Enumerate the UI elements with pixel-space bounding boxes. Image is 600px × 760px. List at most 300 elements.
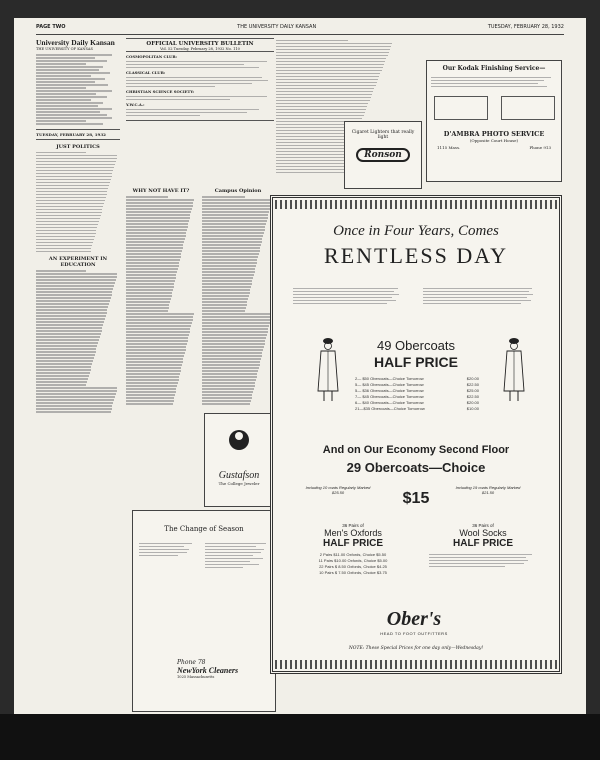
text-line (126, 211, 191, 213)
text-line (36, 248, 91, 250)
text-line (276, 73, 380, 75)
text-line (202, 364, 260, 366)
text-line (202, 286, 251, 288)
text-line (36, 167, 114, 169)
text-line (126, 205, 193, 207)
text-line (126, 232, 186, 234)
text-line (36, 318, 105, 320)
text-line (202, 397, 252, 399)
text-line (126, 355, 184, 357)
text-line (202, 259, 257, 261)
text-line (36, 209, 102, 211)
coat-row-price: $22.50 (466, 394, 479, 399)
text-line (36, 158, 117, 160)
text-line (202, 238, 262, 240)
text-line (276, 55, 388, 57)
obers-store-name: Ober's (386, 608, 442, 630)
text-line (126, 367, 181, 369)
text-line (36, 182, 110, 184)
text-line (36, 327, 102, 329)
text-line (36, 185, 109, 187)
text-line (202, 373, 257, 375)
text-line (202, 217, 268, 219)
text-line (126, 220, 189, 222)
text-line (202, 394, 252, 396)
text-line (36, 387, 117, 389)
text-line (36, 372, 90, 374)
text-line (276, 109, 366, 111)
text-line (202, 235, 263, 237)
text-line (202, 355, 262, 357)
text-line (126, 337, 188, 339)
text-line (126, 403, 173, 405)
text-line (276, 79, 378, 81)
socks-half-price: HALF PRICE (453, 538, 513, 549)
text-line (36, 194, 107, 196)
text-line (126, 352, 185, 354)
socks-title: Wool Socks (459, 528, 507, 538)
text-line (202, 316, 271, 318)
text-line (202, 361, 260, 363)
text-line (36, 288, 113, 290)
text-line (36, 411, 111, 413)
second-floor-offer: 29 Obercoats—Choice (346, 460, 486, 475)
text-line (202, 274, 254, 276)
text-line (276, 115, 364, 117)
text-line (202, 319, 270, 321)
text-line (126, 349, 186, 351)
text-line (36, 384, 86, 386)
change-of-season-title: The Change of Season (164, 525, 244, 533)
text-line (202, 199, 272, 201)
text-line (36, 375, 89, 377)
text-line (276, 70, 382, 72)
text-line (126, 343, 187, 345)
text-line (36, 297, 111, 299)
text-line (202, 304, 247, 306)
masthead-title: University Daily Kansan (36, 38, 115, 47)
text-line (202, 337, 266, 339)
text-line (36, 339, 99, 341)
text-line (36, 173, 112, 175)
text-line (202, 247, 260, 249)
masthead-subtitle: THE UNIVERSITY OF KANSAS (36, 47, 93, 51)
text-line (202, 289, 250, 291)
text-line (202, 370, 258, 372)
text-line (202, 385, 255, 387)
text-line (36, 363, 92, 365)
text-line (36, 221, 99, 223)
kodak-phone: Phone 913 (529, 144, 551, 150)
text-line (126, 313, 194, 315)
text-line (202, 352, 262, 354)
text-line (276, 85, 376, 87)
text-line (202, 280, 252, 282)
text-line (36, 164, 115, 166)
text-line (36, 348, 96, 350)
text-line (126, 310, 168, 312)
politics-title: JUST POLITICS (56, 143, 100, 150)
text-line (126, 358, 183, 360)
text-line (202, 403, 250, 405)
text-line (276, 103, 368, 105)
gustafson-ad (204, 413, 274, 507)
text-line (202, 328, 268, 330)
coat-row-label: 7— $45 Obercoats—Choice Tomorrow (355, 394, 424, 399)
coat-row-price: $22.50 (466, 382, 479, 387)
text-line (126, 394, 175, 396)
text-line (36, 215, 101, 217)
text-line (202, 265, 256, 267)
text-line (202, 244, 261, 246)
text-line (126, 238, 185, 240)
text-line (202, 211, 269, 213)
text-line (202, 343, 265, 345)
text-line (126, 244, 183, 246)
coat-row-label: 21—$35 Obercoats—Choice Tomorrow (355, 406, 425, 411)
cigaret-brand: Ronson (356, 148, 410, 162)
text-line (126, 391, 176, 393)
coat-row-label: 5— $45 Obercoats—Choice Tomorrow (355, 382, 424, 387)
text-line (36, 251, 91, 253)
text-line (36, 342, 98, 344)
text-line (36, 212, 102, 214)
text-line (276, 142, 353, 144)
text-line (126, 256, 181, 258)
text-line (276, 151, 349, 153)
half-price-label: HALF PRICE (374, 354, 458, 370)
text-line (202, 310, 245, 312)
text-line (276, 91, 373, 93)
text-line (202, 229, 265, 231)
text-line (202, 232, 264, 234)
text-line (36, 294, 112, 296)
cleaners-phone: Phone 78 (177, 659, 206, 666)
text-line (36, 369, 91, 371)
left-note: Including 10 coats Regularly Marked $25.50 (305, 485, 371, 495)
text-line (126, 364, 182, 366)
text-line (36, 224, 98, 226)
text-line (36, 233, 96, 235)
text-line (126, 385, 177, 387)
coat-row-label: 6— $40 Obercoats—Choice Tomorrow (355, 400, 424, 405)
text-line (126, 283, 174, 285)
page-label: PAGE TWO (36, 24, 66, 30)
text-line (202, 367, 259, 369)
text-line (126, 388, 176, 390)
text-line (202, 382, 255, 384)
text-line (36, 206, 103, 208)
text-line (126, 250, 182, 252)
text-line (36, 360, 93, 362)
text-line (276, 94, 372, 96)
text-line (126, 328, 190, 330)
text-line (202, 295, 249, 297)
text-line (36, 378, 88, 380)
text-line (202, 325, 269, 327)
text-line (36, 155, 117, 157)
header-date: TUESDAY, FEBRUARY 28, 1932 (487, 24, 564, 30)
ad-headline-2: RENTLESS DAY (324, 243, 508, 268)
text-line (36, 191, 107, 193)
text-line (36, 405, 112, 407)
gustafson-name: Gustafson (218, 470, 260, 481)
text-line (126, 208, 192, 210)
text-line (276, 106, 367, 108)
text-line (202, 196, 245, 198)
education-title: AN EXPERIMENT IN EDUCATION (48, 256, 108, 268)
text-line (202, 241, 262, 243)
coat-price-row (355, 406, 479, 412)
cleaners-ad (177, 659, 238, 679)
text-line (126, 253, 181, 255)
text-line (36, 402, 113, 404)
text-line (276, 52, 389, 54)
bulletin-item-4: Y.W.C.A.: (126, 102, 145, 107)
text-line (36, 200, 105, 202)
opinion-column (202, 188, 274, 406)
text-line (276, 154, 348, 156)
text-line (202, 223, 266, 225)
text-line (36, 242, 93, 244)
text-line (126, 289, 173, 291)
text-line (126, 286, 174, 288)
text-line (276, 58, 386, 60)
text-line (202, 205, 270, 207)
text-line (36, 333, 101, 335)
paper-title: THE UNIVERSITY DAILY KANSAN (237, 24, 317, 30)
scan-edge (0, 714, 600, 760)
text-line (36, 300, 110, 302)
right-note: Including 19 coats Regularly Marked $21.50 (455, 485, 521, 495)
text-line (276, 97, 371, 99)
obers-ad (270, 195, 562, 674)
kodak-location: (Opposite Court House) (469, 137, 519, 143)
text-line (202, 322, 270, 324)
text-line (36, 390, 117, 392)
why-title: WHY NOT HAVE IT? (132, 188, 190, 194)
text-line (36, 203, 104, 205)
text-line (276, 46, 391, 48)
text-line (126, 376, 179, 378)
text-line (202, 214, 268, 216)
text-line (126, 229, 187, 231)
text-line (202, 346, 264, 348)
text-line (126, 202, 193, 204)
text-line (126, 196, 168, 198)
text-line (126, 379, 179, 381)
text-line (36, 345, 97, 347)
text-line (36, 273, 117, 275)
text-line (36, 408, 112, 410)
text-line (126, 307, 169, 309)
border-pattern (275, 660, 557, 669)
text-line (36, 351, 96, 353)
text-line (202, 358, 261, 360)
text-line (202, 253, 259, 255)
text-line (126, 223, 188, 225)
text-line (202, 379, 256, 381)
text-line (126, 280, 175, 282)
text-line (126, 340, 188, 342)
text-line (36, 303, 109, 305)
text-line (202, 313, 272, 315)
text-line (202, 298, 248, 300)
bulletin-title: OFFICIAL UNIVERSITY BULLETIN (146, 41, 254, 47)
coat-row-price: $20.00 (466, 376, 479, 381)
text-line (276, 43, 392, 45)
text-line (36, 393, 116, 395)
text-line (126, 268, 178, 270)
text-line (126, 361, 183, 363)
text-line (126, 319, 193, 321)
text-line (36, 239, 94, 241)
text-line (36, 330, 102, 332)
text-line (276, 148, 350, 150)
text-line (36, 366, 91, 368)
text-line (202, 226, 265, 228)
text-line (36, 245, 92, 247)
text-line (36, 336, 100, 338)
text-line (202, 262, 257, 264)
center-price: $15 (402, 490, 430, 507)
text-line (36, 312, 107, 314)
text-line (126, 322, 192, 324)
text-line (36, 285, 114, 287)
text-line (126, 301, 170, 303)
kodak-title: Our Kodak Finishing Service— (442, 65, 546, 72)
text-line (126, 265, 179, 267)
oxfords-pairs: 36 Pairs of (342, 523, 364, 528)
text-line (202, 331, 268, 333)
bulletin-vol: Vol. 52 Tuesday, February 28, 1932 No. 110 (160, 47, 240, 51)
text-line (202, 202, 271, 204)
text-line (126, 226, 188, 228)
text-line (202, 283, 252, 285)
text-line (36, 152, 86, 154)
text-line (276, 145, 352, 147)
masthead-date: TUESDAY, FEBRUARY 28, 1932 (36, 131, 106, 137)
oxford-price-row: 22 Pairs $ 8.50 Oxfords, Choice $4.25 (319, 564, 387, 569)
text-line (202, 256, 258, 258)
text-line (126, 259, 180, 261)
text-line (126, 382, 178, 384)
text-line (202, 388, 254, 390)
text-line (276, 139, 354, 141)
text-line (36, 324, 103, 326)
text-line (36, 227, 97, 229)
socks-pairs: 36 Pairs of (472, 523, 494, 528)
text-line (126, 274, 176, 276)
page-header (36, 24, 564, 35)
obers-tagline: HEAD TO FOOT OUTFITTERS (380, 631, 448, 636)
text-line (276, 76, 379, 78)
text-line (126, 400, 174, 402)
text-line (126, 331, 190, 333)
text-line (276, 61, 385, 63)
text-line (36, 357, 94, 359)
text-line (202, 208, 270, 210)
cigaret-heading: Cigaret Lighters that really light (351, 130, 415, 140)
oxford-price-row: 2 Pairs $11.00 Oxfords, Choice $5.50 (319, 552, 387, 557)
text-line (276, 118, 362, 120)
why-column (126, 188, 196, 406)
oxfords-offer (293, 523, 413, 576)
text-line (126, 295, 172, 297)
cigaret-lighter-ad (344, 121, 422, 189)
text-line (202, 277, 253, 279)
text-line (126, 247, 183, 249)
coat-row-label: 5— $36 Obercoats—Choice Tomorrow (355, 388, 424, 393)
text-line (126, 214, 190, 216)
text-line (36, 282, 115, 284)
text-line (202, 376, 257, 378)
border-pattern (275, 200, 557, 209)
text-line (126, 298, 171, 300)
oxfords-half-price: HALF PRICE (323, 538, 383, 549)
text-line (276, 64, 384, 66)
text-line (126, 316, 193, 318)
text-line (126, 304, 169, 306)
text-line (126, 334, 189, 336)
coat-price-list (355, 376, 479, 412)
kodak-address: 1115 Mass. (437, 144, 461, 150)
text-line (202, 307, 246, 309)
text-line (202, 349, 263, 351)
text-line (126, 373, 180, 375)
text-line (202, 271, 255, 273)
coat-row-label: 2— $50 Obercoats—Choice Tomorrow (355, 376, 424, 381)
coat-row-price: $25.00 (466, 388, 479, 393)
obers-logo (355, 608, 473, 642)
text-line (36, 381, 87, 383)
text-line (36, 279, 116, 281)
text-line (202, 391, 253, 393)
text-line (276, 112, 365, 114)
bulletin-item-3: CHRISTIAN SCIENCE SOCIETY: (126, 89, 194, 94)
text-line (126, 346, 186, 348)
coat-row-price: $20.00 (466, 400, 479, 405)
text-line (36, 197, 106, 199)
cleaners-name: NewYork Cleaners (177, 666, 239, 675)
ad-headline-1: Once in Four Years, Comes (333, 223, 499, 239)
kodak-studio: D'AMBRA PHOTO SERVICE (443, 129, 545, 138)
text-line (126, 262, 179, 264)
text-line (126, 217, 190, 219)
text-line (36, 396, 115, 398)
oxfords-title: Men's Oxfords (324, 528, 382, 538)
second-floor-label: And on Our Economy Second Floor (322, 444, 510, 456)
text-line (202, 220, 267, 222)
text-line (36, 188, 108, 190)
text-line (202, 301, 247, 303)
oxford-price-row: 10 Pairs $ 7.50 Oxfords, Choice $3.75 (319, 570, 387, 575)
text-line (36, 161, 116, 163)
text-line (36, 179, 111, 181)
text-line (276, 67, 383, 69)
text-line (36, 354, 95, 356)
campus-opinion-title: Campus Opinion (214, 188, 262, 194)
text-line (36, 276, 117, 278)
text-line (202, 268, 255, 270)
text-line (36, 170, 113, 172)
text-line (276, 88, 374, 90)
jeweler-emblem-icon (205, 414, 273, 466)
bulletin-item-2: CLASSICAL CLUB: (126, 70, 166, 75)
obercoats-count: 49 Obercoats (376, 338, 456, 353)
text-line (276, 40, 348, 42)
text-line (36, 306, 108, 308)
